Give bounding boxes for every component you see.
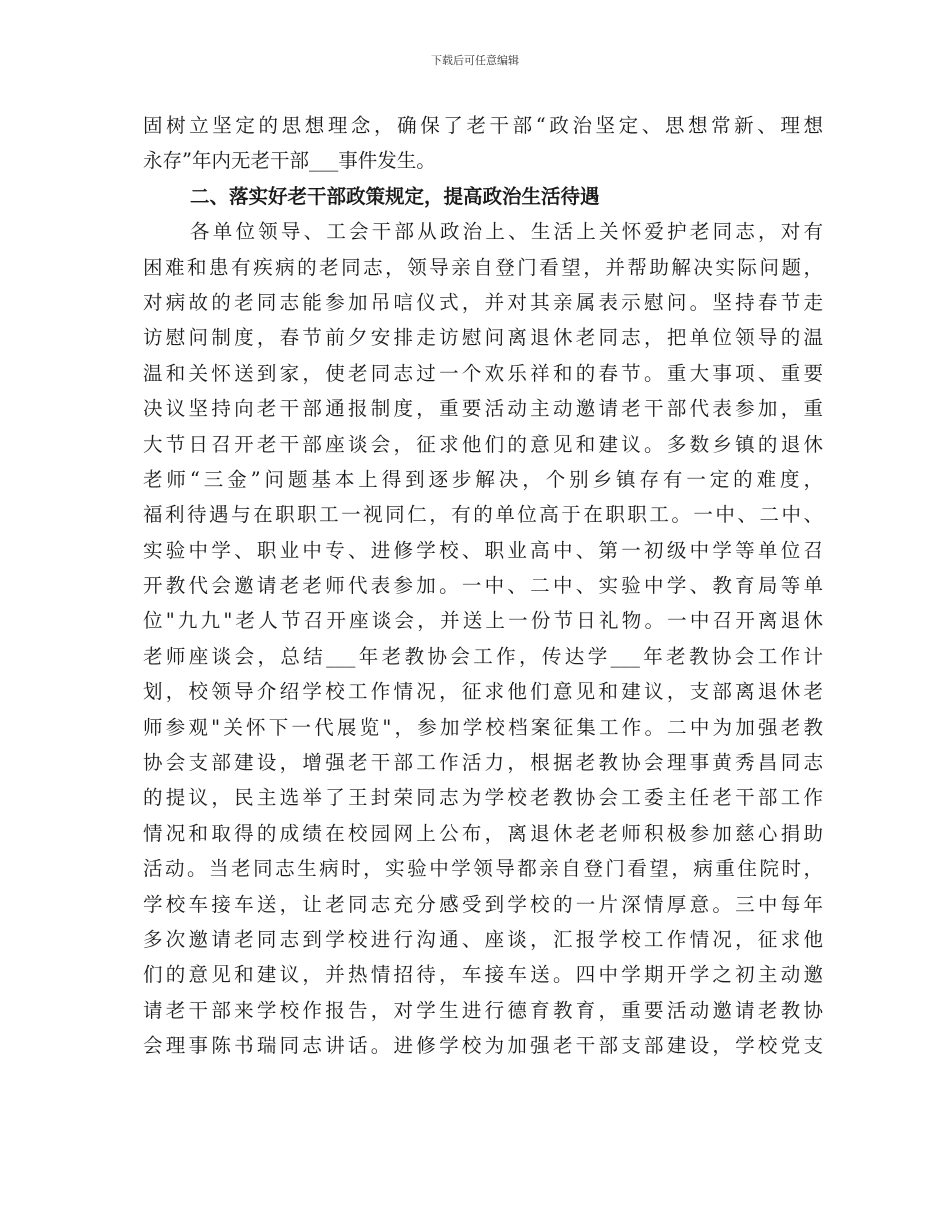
text-line: 会理事陈书瑞同志讲话。进修学校为加强老干部支部建设，学校党支	[143, 1034, 823, 1058]
text-line: 多次邀请老同志到学校进行沟通、座谈，汇报学校工作情况，征求他	[143, 927, 823, 951]
text-line: 请老干部来学校作报告，对学生进行德育教育，重要活动邀请老教协	[143, 998, 823, 1022]
document-body	[143, 108, 823, 1064]
text-line: 固树立坚定的思想理念，确保了老干部“政治坚定、思想常新、理想	[143, 114, 823, 137]
text-line: 老师座谈会，总结___年老教协会工作，传达学___年老教协会工作计	[143, 644, 823, 668]
text-line: 老师“三金”问题基本上得到逐步解决，个别乡镇存有一定的难度，	[143, 467, 823, 491]
text-line: 情况和取得的成绩在校园网上公布，离退休老老师积极参加慈心捐助	[143, 821, 823, 845]
text-line: 活动。当老同志生病时，实验中学领导都亲自登门看望，病重住院时，	[143, 857, 823, 881]
text-line: 协会支部建设，增强老干部工作活力，根据老教协会理事黄秀昌同志	[143, 751, 823, 775]
text-line: 师参观"关怀下一代展览"，参加学校档案征集工作。二中为加强老教	[143, 715, 823, 739]
text-line: 温和关怀送到家，使老同志过一个欢乐祥和的春节。重大事项、重要	[143, 361, 823, 385]
text-line: 实验中学、职业中专、进修学校、职业高中、第一初级中学等单位召	[143, 538, 823, 562]
text-line: 福利待遇与在职职工一视同仁，有的单位高于在职职工。一中、二中、	[143, 503, 823, 527]
text-line: 的提议，民主选举了王封荣同志为学校老教协会工委主任老干部工作	[143, 786, 823, 810]
text-line: 们的意见和建议，并热情招待，车接车送。四中学期开学之初主动邀	[143, 963, 823, 987]
text-line: 困难和患有疾病的老同志，领导亲自登门看望，并帮助解决实际问题，	[143, 255, 823, 279]
text-line: 位"九九"老人节召开座谈会，并送上一份节日礼物。一中召开离退休	[143, 609, 823, 633]
text-line: 划，校领导介绍学校工作情况，征求他们意见和建议，支部离退休老	[143, 680, 823, 704]
text-line: 访慰问制度，春节前夕安排走访慰问离退休老同志，把单位领导的温	[143, 326, 823, 350]
text-line: 开教代会邀请老老师代表参加。一中、二中、实验中学、教育局等单	[143, 574, 823, 598]
text-line: 决议坚持向老干部通报制度，重要活动主动邀请老干部代表参加，重	[143, 397, 823, 421]
text-line: 大节日召开老干部座谈会，征求他们的意见和建议。多数乡镇的退休	[143, 432, 823, 456]
section-heading: 二、落实好老干部政策规定，提高政治生活待遇	[190, 184, 600, 208]
text-line: 各单位领导、工会干部从政治上、生活上关怀爱护老同志，对有	[190, 220, 823, 244]
text-line: 学校车接车送，让老同志充分感受到学校的一片深情厚意。三中每年	[143, 892, 823, 916]
text-line: 对病故的老同志能参加吊唁仪式，并对其亲属表示慰问。坚持春节走	[143, 290, 823, 314]
page-header-note: 下载后可任意编辑	[431, 54, 519, 67]
text-line: 永存”年内无老干部___事件发生。	[143, 149, 436, 173]
